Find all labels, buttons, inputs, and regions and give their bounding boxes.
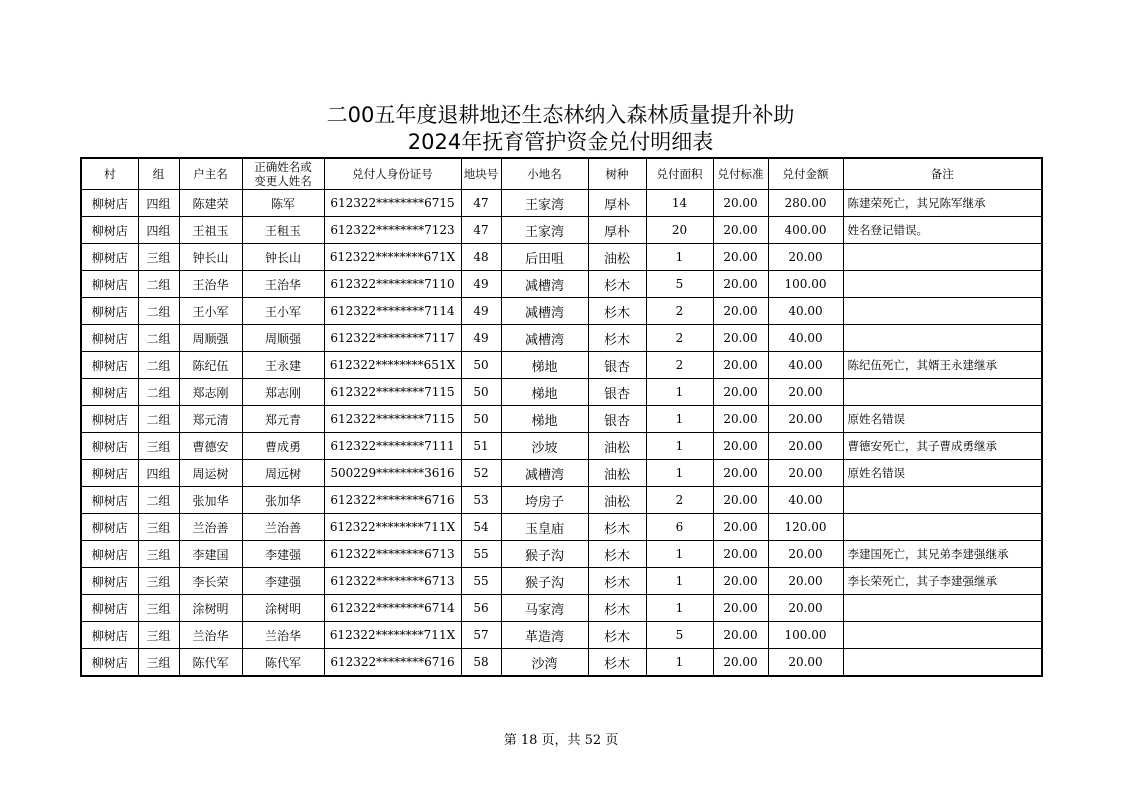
- cell-remarks: [843, 487, 1042, 514]
- cell-remarks: [843, 244, 1042, 271]
- cell-amount: 40.00: [768, 487, 843, 514]
- cell-id-number: 612322********6716: [324, 649, 461, 677]
- cell-area: 2: [646, 298, 713, 325]
- cell-standard: 20.00: [713, 433, 768, 460]
- cell-amount: 100.00: [768, 271, 843, 298]
- cell-tree-species: 油松: [588, 460, 646, 487]
- cell-remarks: [843, 649, 1042, 677]
- table-row: [81, 217, 1042, 244]
- cell-village: 柳树店: [81, 190, 138, 217]
- cell-plot-number: 55: [461, 541, 501, 568]
- table-row: [81, 325, 1042, 352]
- cell-householder: 钟长山: [179, 244, 242, 271]
- cell-area: 1: [646, 541, 713, 568]
- header-correct-name: [242, 158, 324, 190]
- header-standard: 兑付标准: [713, 158, 768, 190]
- table-row: [81, 244, 1042, 271]
- cell-amount: 280.00: [768, 190, 843, 217]
- cell-tree-species: 杉木: [588, 568, 646, 595]
- cell-area: 5: [646, 622, 713, 649]
- cell-group: 三组: [138, 433, 179, 460]
- cell-id-number: 612322********7117: [324, 325, 461, 352]
- cell-id-number: 500229********3616: [324, 460, 461, 487]
- cell-village: 柳树店: [81, 649, 138, 677]
- header-householder: 户主名: [179, 158, 242, 190]
- cell-group: 三组: [138, 649, 179, 677]
- cell-place-name: 后田咀: [501, 244, 588, 271]
- cell-village: 柳树店: [81, 541, 138, 568]
- header-group: 组: [138, 158, 179, 190]
- cell-area: 5: [646, 271, 713, 298]
- cell-householder: 王小军: [179, 298, 242, 325]
- cell-group: 四组: [138, 190, 179, 217]
- cell-plot-number: 51: [461, 433, 501, 460]
- cell-village: 柳树店: [81, 433, 138, 460]
- cell-correct-name: 钟长山: [242, 244, 324, 271]
- cell-amount: 20.00: [768, 568, 843, 595]
- cell-id-number: 612322********6713: [324, 568, 461, 595]
- cell-plot-number: 47: [461, 190, 501, 217]
- cell-group: 三组: [138, 568, 179, 595]
- table-row: [81, 649, 1042, 677]
- cell-area: 2: [646, 487, 713, 514]
- cell-tree-species: 杉木: [588, 541, 646, 568]
- cell-correct-name: 郑志刚: [242, 379, 324, 406]
- cell-area: 1: [646, 379, 713, 406]
- cell-village: 柳树店: [81, 487, 138, 514]
- cell-remarks: [843, 325, 1042, 352]
- cell-householder: 曹德安: [179, 433, 242, 460]
- cell-area: 1: [646, 649, 713, 677]
- cell-village: 柳树店: [81, 406, 138, 433]
- cell-tree-species: 油松: [588, 487, 646, 514]
- cell-correct-name: 郑元青: [242, 406, 324, 433]
- table-row: [81, 298, 1042, 325]
- table-row: [81, 568, 1042, 595]
- cell-householder: 陈代军: [179, 649, 242, 677]
- document-title-line2: 2024年抚育管护资金兑付明细表: [407, 130, 714, 154]
- cell-remarks: [843, 271, 1042, 298]
- cell-group: 二组: [138, 298, 179, 325]
- cell-plot-number: 49: [461, 325, 501, 352]
- cell-amount: 20.00: [768, 379, 843, 406]
- cell-plot-number: 49: [461, 298, 501, 325]
- cell-group: 二组: [138, 271, 179, 298]
- cell-tree-species: 杉木: [588, 649, 646, 677]
- cell-correct-name: 陈代军: [242, 649, 324, 677]
- cell-village: 柳树店: [81, 514, 138, 541]
- header-remarks: 备注: [843, 158, 1042, 190]
- table-header-row: [81, 158, 1042, 190]
- table-row: [81, 271, 1042, 298]
- cell-area: 1: [646, 568, 713, 595]
- cell-remarks: [843, 595, 1042, 622]
- cell-village: 柳树店: [81, 298, 138, 325]
- cell-correct-name: 周远树: [242, 460, 324, 487]
- cell-village: 柳树店: [81, 325, 138, 352]
- cell-householder: 涂树明: [179, 595, 242, 622]
- cell-village: 柳树店: [81, 622, 138, 649]
- cell-plot-number: 50: [461, 379, 501, 406]
- cell-place-name: 梯地: [501, 406, 588, 433]
- cell-village: 柳树店: [81, 244, 138, 271]
- cell-group: 二组: [138, 379, 179, 406]
- cell-place-name: 沙坡: [501, 433, 588, 460]
- cell-plot-number: 50: [461, 352, 501, 379]
- cell-remarks: [843, 379, 1042, 406]
- cell-amount: 20.00: [768, 406, 843, 433]
- cell-standard: 20.00: [713, 649, 768, 677]
- cell-amount: 20.00: [768, 595, 843, 622]
- cell-id-number: 612322********671X: [324, 244, 461, 271]
- cell-place-name: 减槽湾: [501, 325, 588, 352]
- cell-amount: 20.00: [768, 541, 843, 568]
- cell-id-number: 612322********711X: [324, 514, 461, 541]
- cell-id-number: 612322********7114: [324, 298, 461, 325]
- header-place-name: 小地名: [501, 158, 588, 190]
- cell-village: 柳树店: [81, 595, 138, 622]
- cell-plot-number: 53: [461, 487, 501, 514]
- cell-remarks: 李建国死亡，其兄弟李建强继承: [843, 541, 1042, 568]
- cell-tree-species: 杉木: [588, 325, 646, 352]
- cell-correct-name: 兰治善: [242, 514, 324, 541]
- cell-amount: 40.00: [768, 352, 843, 379]
- cell-group: 三组: [138, 514, 179, 541]
- table-row: [81, 433, 1042, 460]
- cell-amount: 40.00: [768, 298, 843, 325]
- cell-area: 1: [646, 595, 713, 622]
- cell-area: 1: [646, 244, 713, 271]
- cell-group: 二组: [138, 406, 179, 433]
- cell-group: 三组: [138, 595, 179, 622]
- cell-area: 14: [646, 190, 713, 217]
- cell-plot-number: 56: [461, 595, 501, 622]
- cell-standard: 20.00: [713, 217, 768, 244]
- cell-plot-number: 47: [461, 217, 501, 244]
- cell-householder: 陈建荣: [179, 190, 242, 217]
- cell-place-name: 玉皇庙: [501, 514, 588, 541]
- cell-tree-species: 油松: [588, 244, 646, 271]
- cell-group: 三组: [138, 622, 179, 649]
- cell-amount: 20.00: [768, 649, 843, 677]
- cell-householder: 郑志刚: [179, 379, 242, 406]
- cell-correct-name: 周顺强: [242, 325, 324, 352]
- cell-id-number: 612322********7111: [324, 433, 461, 460]
- table-row: [81, 352, 1042, 379]
- cell-id-number: 612322********7115: [324, 406, 461, 433]
- cell-correct-name: 王小军: [242, 298, 324, 325]
- cell-remarks: 李长荣死亡，其子李建强继承: [843, 568, 1042, 595]
- cell-standard: 20.00: [713, 244, 768, 271]
- cell-remarks: [843, 514, 1042, 541]
- cell-standard: 20.00: [713, 298, 768, 325]
- table-row: [81, 406, 1042, 433]
- cell-standard: 20.00: [713, 541, 768, 568]
- cell-amount: 120.00: [768, 514, 843, 541]
- cell-area: 2: [646, 352, 713, 379]
- cell-tree-species: 杉木: [588, 271, 646, 298]
- cell-householder: 王祖玉: [179, 217, 242, 244]
- cell-plot-number: 54: [461, 514, 501, 541]
- cell-standard: 20.00: [713, 325, 768, 352]
- cell-plot-number: 58: [461, 649, 501, 677]
- cell-group: 四组: [138, 217, 179, 244]
- cell-amount: 20.00: [768, 433, 843, 460]
- cell-tree-species: 杉木: [588, 298, 646, 325]
- cell-place-name: 马家湾: [501, 595, 588, 622]
- cell-group: 二组: [138, 325, 179, 352]
- cell-standard: 20.00: [713, 379, 768, 406]
- table-row: [81, 622, 1042, 649]
- cell-standard: 20.00: [713, 460, 768, 487]
- cell-standard: 20.00: [713, 568, 768, 595]
- header-plot-number: 地块号: [461, 158, 501, 190]
- table-row: [81, 379, 1042, 406]
- cell-place-name: 垮房子: [501, 487, 588, 514]
- cell-amount: 40.00: [768, 325, 843, 352]
- cell-group: 三组: [138, 244, 179, 271]
- cell-standard: 20.00: [713, 190, 768, 217]
- cell-village: 柳树店: [81, 271, 138, 298]
- cell-area: 20: [646, 217, 713, 244]
- cell-area: 1: [646, 460, 713, 487]
- header-tree-species: 树种: [588, 158, 646, 190]
- header-correct-name-text: 正确姓名或变更人姓名: [254, 160, 312, 188]
- table-row: [81, 460, 1042, 487]
- cell-village: 柳树店: [81, 217, 138, 244]
- cell-householder: 周运树: [179, 460, 242, 487]
- cell-id-number: 612322********7110: [324, 271, 461, 298]
- cell-id-number: 612322********6714: [324, 595, 461, 622]
- cell-id-number: 612322********651X: [324, 352, 461, 379]
- cell-group: 二组: [138, 352, 179, 379]
- cell-plot-number: 50: [461, 406, 501, 433]
- cell-amount: 20.00: [768, 244, 843, 271]
- cell-group: 二组: [138, 487, 179, 514]
- cell-remarks: [843, 298, 1042, 325]
- cell-place-name: 王家湾: [501, 190, 588, 217]
- cell-tree-species: 银杏: [588, 379, 646, 406]
- cell-correct-name: 曹成勇: [242, 433, 324, 460]
- cell-village: 柳树店: [81, 352, 138, 379]
- table-body: [81, 190, 1042, 677]
- cell-place-name: 革造湾: [501, 622, 588, 649]
- header-id-number: 兑付人身份证号: [324, 158, 461, 190]
- cell-plot-number: 55: [461, 568, 501, 595]
- cell-correct-name: 陈军: [242, 190, 324, 217]
- cell-group: 三组: [138, 541, 179, 568]
- cell-place-name: 梯地: [501, 352, 588, 379]
- cell-remarks: 陈建荣死亡，其兄陈军继承: [843, 190, 1042, 217]
- cell-amount: 100.00: [768, 622, 843, 649]
- cell-village: 柳树店: [81, 379, 138, 406]
- cell-correct-name: 王永建: [242, 352, 324, 379]
- cell-correct-name: 兰治华: [242, 622, 324, 649]
- table-row: [81, 541, 1042, 568]
- table-row: [81, 487, 1042, 514]
- cell-correct-name: 张加华: [242, 487, 324, 514]
- cell-group: 四组: [138, 460, 179, 487]
- cell-remarks: 陈纪伍死亡，其婿王永建继承: [843, 352, 1042, 379]
- cell-id-number: 612322********6715: [324, 190, 461, 217]
- cell-householder: 兰治华: [179, 622, 242, 649]
- header-village: 村: [81, 158, 138, 190]
- cell-tree-species: 油松: [588, 433, 646, 460]
- cell-correct-name: 李建强: [242, 568, 324, 595]
- cell-id-number: 612322********6713: [324, 541, 461, 568]
- cell-area: 1: [646, 433, 713, 460]
- cell-tree-species: 杉木: [588, 514, 646, 541]
- cell-place-name: 沙湾: [501, 649, 588, 677]
- cell-standard: 20.00: [713, 595, 768, 622]
- cell-amount: 400.00: [768, 217, 843, 244]
- cell-id-number: 612322********7123: [324, 217, 461, 244]
- cell-tree-species: 银杏: [588, 406, 646, 433]
- cell-area: 1: [646, 406, 713, 433]
- page-number: 第 18 页，共 52 页: [503, 733, 619, 748]
- cell-place-name: 猴子沟: [501, 541, 588, 568]
- cell-correct-name: 李建强: [242, 541, 324, 568]
- cell-place-name: 梯地: [501, 379, 588, 406]
- cell-householder: 李建国: [179, 541, 242, 568]
- cell-plot-number: 57: [461, 622, 501, 649]
- cell-tree-species: 厚朴: [588, 190, 646, 217]
- cell-remarks: 原姓名错误: [843, 406, 1042, 433]
- cell-correct-name: 王租玉: [242, 217, 324, 244]
- cell-standard: 20.00: [713, 352, 768, 379]
- table-row: [81, 514, 1042, 541]
- header-amount: 兑付金额: [768, 158, 843, 190]
- cell-remarks: 曹德安死亡，其子曹成勇继承: [843, 433, 1042, 460]
- cell-plot-number: 52: [461, 460, 501, 487]
- cell-remarks: [843, 622, 1042, 649]
- cell-householder: 张加华: [179, 487, 242, 514]
- cell-householder: 郑元清: [179, 406, 242, 433]
- cell-tree-species: 银杏: [588, 352, 646, 379]
- cell-place-name: 王家湾: [501, 217, 588, 244]
- cell-standard: 20.00: [713, 271, 768, 298]
- cell-remarks: 原姓名错误: [843, 460, 1042, 487]
- cell-tree-species: 杉木: [588, 622, 646, 649]
- cell-plot-number: 49: [461, 271, 501, 298]
- cell-tree-species: 厚朴: [588, 217, 646, 244]
- table-row: [81, 190, 1042, 217]
- cell-area: 2: [646, 325, 713, 352]
- cell-village: 柳树店: [81, 460, 138, 487]
- cell-place-name: 减槽湾: [501, 298, 588, 325]
- cell-place-name: 减槽湾: [501, 460, 588, 487]
- cell-place-name: 减槽湾: [501, 271, 588, 298]
- cell-area: 6: [646, 514, 713, 541]
- cell-householder: 李长荣: [179, 568, 242, 595]
- cell-village: 柳树店: [81, 568, 138, 595]
- table-row: [81, 595, 1042, 622]
- cell-amount: 20.00: [768, 460, 843, 487]
- cell-plot-number: 48: [461, 244, 501, 271]
- cell-householder: 王治华: [179, 271, 242, 298]
- header-area: 兑付面积: [646, 158, 713, 190]
- cell-place-name: 猴子沟: [501, 568, 588, 595]
- document-title-line1: 二00五年度退耕地还生态林纳入森林质量提升补助: [326, 103, 795, 127]
- cell-correct-name: 王治华: [242, 271, 324, 298]
- cell-householder: 周顺强: [179, 325, 242, 352]
- cell-standard: 20.00: [713, 514, 768, 541]
- cell-standard: 20.00: [713, 622, 768, 649]
- cell-correct-name: 涂树明: [242, 595, 324, 622]
- cell-remarks: 姓名登记错误。: [843, 217, 1042, 244]
- cell-id-number: 612322********6716: [324, 487, 461, 514]
- cell-standard: 20.00: [713, 406, 768, 433]
- cell-id-number: 612322********711X: [324, 622, 461, 649]
- cell-standard: 20.00: [713, 487, 768, 514]
- cell-id-number: 612322********7115: [324, 379, 461, 406]
- payment-detail-table: [80, 157, 1043, 677]
- cell-tree-species: 杉木: [588, 595, 646, 622]
- cell-householder: 陈纪伍: [179, 352, 242, 379]
- cell-householder: 兰治善: [179, 514, 242, 541]
